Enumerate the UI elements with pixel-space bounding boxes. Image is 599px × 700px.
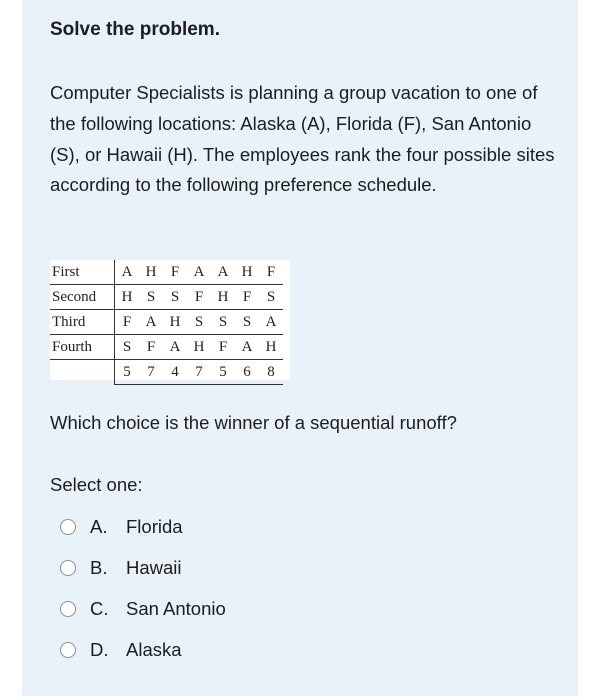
option-a[interactable] (60, 506, 460, 547)
answer-options (60, 506, 460, 670)
row-label: Fourth (50, 335, 115, 360)
table-cell: F (163, 260, 187, 285)
radio-button-icon[interactable] (60, 642, 76, 658)
table-row (50, 285, 283, 310)
table-cell: H (235, 260, 259, 285)
table-cell: H (163, 310, 187, 335)
question-text: Which choice is the winner of a sequential runoff? (50, 412, 457, 433)
table-cell: A (235, 335, 259, 360)
row-label (50, 360, 115, 385)
row-label: First (50, 260, 115, 285)
option-letter: D. (90, 638, 109, 660)
table-row (50, 310, 283, 335)
table-cell: F (139, 335, 163, 360)
table-cell: H (139, 260, 163, 285)
option-c[interactable] (60, 588, 460, 629)
preference-schedule-table (50, 260, 290, 380)
table-cell: S (115, 335, 140, 360)
voter-count-cell: 6 (235, 360, 259, 385)
table-cell: A (211, 260, 235, 285)
table-row (50, 335, 283, 360)
option-text: Alaska (126, 638, 182, 660)
row-label: Third (50, 310, 115, 335)
option-b[interactable] (60, 547, 460, 588)
table-cell: A (187, 260, 211, 285)
table-cell: F (211, 335, 235, 360)
table-cell: H (259, 335, 283, 360)
table-cell: S (139, 285, 163, 310)
table-cell: H (211, 285, 235, 310)
question-title: Solve the problem. (50, 19, 220, 40)
radio-button-icon[interactable] (60, 560, 76, 576)
table-cell: H (187, 335, 211, 360)
voter-count-cell: 5 (211, 360, 235, 385)
table-cell: A (115, 260, 140, 285)
voter-count-cell: 7 (187, 360, 211, 385)
table-cell: F (115, 310, 140, 335)
row-label: Second (50, 285, 115, 310)
option-text: San Antonio (126, 597, 226, 619)
table-cell: F (235, 285, 259, 310)
table-cell: S (187, 310, 211, 335)
radio-button-icon[interactable] (60, 601, 76, 617)
problem-statement: Computer Specialists is planning a group vacation to one of the following locations: Alaska (A), Florida (F), San Antonio (S), or Hawaii (H). The employees rank the four possible sites according to the following preference schedule. (50, 82, 555, 196)
table-cell: F (259, 260, 283, 285)
option-text: Florida (126, 515, 183, 537)
voter-count-cell: 7 (139, 360, 163, 385)
select-one-label: Select one: (50, 474, 143, 495)
voter-count-cell: 8 (259, 360, 283, 385)
table-row (50, 260, 283, 285)
table-cell: A (163, 335, 187, 360)
table-cell: S (163, 285, 187, 310)
table-cell: A (259, 310, 283, 335)
option-letter: A. (90, 515, 108, 537)
question-card (22, 0, 578, 696)
option-d[interactable] (60, 629, 460, 670)
table-cell: S (235, 310, 259, 335)
option-text: Hawaii (126, 556, 182, 578)
table-cell: S (211, 310, 235, 335)
table-cell: S (259, 285, 283, 310)
table-cell: A (139, 310, 163, 335)
table-row-counts (50, 360, 283, 385)
option-letter: C. (90, 597, 109, 619)
radio-button-icon[interactable] (60, 519, 76, 535)
voter-count-cell: 5 (115, 360, 140, 385)
table-cell: F (187, 285, 211, 310)
option-letter: B. (90, 556, 108, 578)
table-cell: H (115, 285, 140, 310)
voter-count-cell: 4 (163, 360, 187, 385)
